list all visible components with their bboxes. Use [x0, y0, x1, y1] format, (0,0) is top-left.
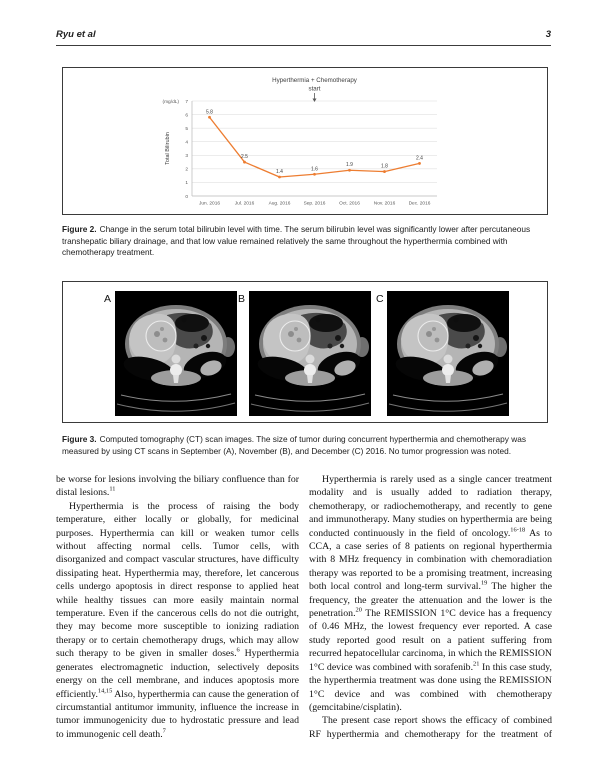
right-column	[309, 473, 552, 741]
x-tick-label: Nov. 2016	[373, 201, 396, 207]
paragraph-text: Also, hyperthermia can cause the generation of circumstantial antitumor immunity, influence the increase in tumor immunogenicity due to hydrostatic pressure and lead to immunogenic cell death.	[56, 688, 299, 740]
paragraph-text: The higher the frequency, the greater the attenuation and the lower is the penetration.	[309, 581, 552, 620]
svg-text:7: 7	[185, 99, 188, 105]
svg-text:1.8: 1.8	[381, 163, 388, 170]
bilirubin-line-chart	[63, 68, 547, 213]
svg-text:1.9: 1.9	[346, 162, 353, 169]
svg-text:start: start	[308, 85, 321, 93]
figure2-caption-label: Figure 2.	[62, 224, 97, 234]
paragraph	[309, 473, 552, 714]
svg-text:1.6: 1.6	[311, 166, 318, 173]
reference-superscript: 7	[162, 727, 166, 735]
reference-superscript: 21	[473, 660, 480, 668]
paragraph-text: The REMISSION 1°C device has a frequency of 0.46 MHz, the lowest frequency ever reported. A case study reported good result on a patient suffering from recurred hepatocellular carcinoma, in which the REMISSION 1°C device was combined with sorafenib.	[309, 608, 552, 673]
svg-text:2.5: 2.5	[241, 154, 248, 161]
reference-superscript: 11	[109, 486, 116, 494]
ct-scan-panel-c	[376, 291, 509, 416]
running-head: Ryu et al	[56, 29, 96, 40]
figure3-caption-label: Figure 3.	[62, 434, 97, 444]
paragraph	[309, 714, 552, 741]
ct-scan-panel-b	[238, 291, 371, 416]
chart-gridlines	[192, 101, 437, 196]
page-header	[56, 29, 551, 40]
x-tick-label: Aug. 2016	[268, 201, 291, 207]
y-axis-title: Total Bilirubin	[165, 132, 171, 165]
svg-text:(mg/dL): (mg/dL)	[162, 99, 179, 105]
panel-label-c: C	[376, 293, 384, 305]
svg-text:1: 1	[185, 181, 188, 187]
data-labels	[206, 109, 423, 175]
svg-text:Hyperthermia + Chemotherapy: Hyperthermia + Chemotherapy	[272, 77, 357, 84]
x-tick-label: Dec. 2016	[408, 201, 431, 207]
chart-annotation	[272, 77, 358, 102]
paragraph	[56, 500, 299, 741]
figure3-caption	[62, 434, 548, 457]
paragraph-text: Hyperthermia generates electromagnetic induction, selectively deposits energy on the cell membrane, and induces apoptosis more efficiently.	[56, 648, 299, 700]
left-column	[56, 473, 299, 741]
reference-superscript: 16-18	[510, 526, 526, 534]
figure3-panel	[62, 281, 548, 423]
ct-scan-image-c	[387, 291, 509, 416]
x-tick-label: Jun. 2016	[198, 201, 221, 207]
panel-label-a: A	[104, 293, 112, 305]
header-rule	[56, 45, 551, 46]
paragraph-text: be worse for lesions involving the biliary confluence than for distal lesions.	[56, 474, 299, 499]
paragraph-text: As to CCA, a case series of 8 patients on regional hyperthermia with 8 MHz frequency in combination with chemoradiation therapy was reported to be a promising treatment, increasing both local control and long-term survival.	[309, 527, 552, 593]
chart-axes	[192, 101, 437, 196]
svg-text:0: 0	[185, 194, 188, 200]
svg-text:4: 4	[185, 140, 188, 146]
paragraph-text: In this case study, the hyperthermia treatment was done using the REMISSION 1°C device and was combined with chemotherapy (gemcitabine/cisplatin).	[309, 661, 552, 713]
x-tick-label: Jul. 2016	[234, 201, 255, 207]
panel-label-b: B	[238, 293, 246, 305]
ct-scan-image-a	[115, 291, 237, 416]
svg-text:2: 2	[185, 167, 188, 173]
svg-text:5: 5	[185, 126, 188, 132]
svg-text:1.4: 1.4	[276, 169, 283, 175]
figure2-caption	[62, 224, 548, 259]
svg-text:6: 6	[185, 113, 188, 119]
paragraph-text: Hyperthermia is rarely used as a single cancer treatment modality and is usually added to radiation therapy, chemotherapy, or radiochemotherapy, and recently to gene and immunotherapy. Many studies on hyperthermia are being conducted continuously in the field of oncology.	[309, 474, 552, 539]
figure3-caption-text: Computed tomography (CT) scan images. The size of tumor during concurrent hyperthermia and chemotherapy was measured by using CT scans in September (A), November (B), and December (C) 2016. No tumor progression was noted.	[62, 434, 526, 456]
x-tick-label: Oct. 2016	[339, 201, 360, 207]
reference-superscript: 6	[236, 647, 240, 655]
svg-text:3: 3	[185, 154, 188, 160]
paragraph-text: Hyperthermia is the process of raising the body temperature, either locally or globally, for medicinal purposes. Hyperthermia can kill or weaken tumor cells without affecting normal cells. Tumor cells, with disorganized and compact vascular structures, have difficulty dissipating heat. Hyperthermia may, therefore, let cancerous cells undergo apoptosis in direct response to applied heat while healthy tissues can more easily maintain normal temperature. Even if the cancerous cells do not die outright, they may become more susceptible to ionizing radiation therapy or to certain chemotherapy drugs, which may allow such therapy to be given in smaller doses.	[56, 500, 299, 660]
figure2-panel	[62, 67, 548, 215]
ct-scan-image-b	[249, 291, 371, 416]
ct-scan-panel-a	[104, 291, 237, 416]
paragraph-text: The present case report shows the efficacy of combined RF hyperthermia and chemotherapy for the treatment of	[309, 715, 552, 740]
reference-superscript: 14,15	[97, 687, 113, 695]
x-tick-label: Sep. 2016	[303, 201, 326, 207]
svg-text:2.4: 2.4	[416, 155, 423, 162]
page-number: 3	[545, 29, 551, 40]
reference-superscript: 19	[480, 579, 488, 587]
paragraph	[56, 473, 299, 500]
figure2-caption-text: Change in the serum total bilirubin level with time. The serum bilirubin level was significantly lower after percutaneous transhepatic biliary drainage, and that low value remained relatively the same throughout the hyperthermia combined with chemotherapy treatment.	[62, 224, 531, 258]
svg-text:5.8: 5.8	[206, 109, 213, 116]
body-text	[56, 473, 552, 741]
reference-superscript: 20	[355, 606, 362, 614]
